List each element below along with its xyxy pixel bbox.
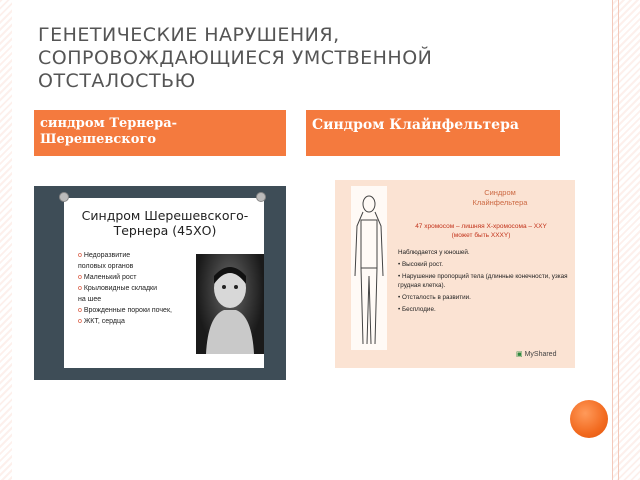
- border-line: [612, 0, 613, 480]
- list-item: o Недоразвитие: [78, 252, 131, 259]
- figure-panel: [351, 186, 387, 350]
- list-item: o Маленький рост: [78, 274, 137, 281]
- list-item: o Врожденные пороки почек,: [78, 307, 172, 314]
- turner-symptom-list: [78, 250, 193, 327]
- myshared-watermark: ▣ MyShared: [516, 351, 557, 358]
- list-item: o Крыловидные складки: [78, 285, 158, 292]
- left-section-header: синдром Тернера-Шерешевского: [34, 110, 286, 156]
- klinefelter-card-title: Синдром Клайнфельтера: [472, 188, 528, 207]
- list-intro: Наблюдается у юношей.: [398, 249, 470, 256]
- list-item: • Высокий рост.: [398, 261, 444, 268]
- patient-photo: [196, 254, 264, 354]
- list-item: • Нарушение пропорций тела (длинные конечности, узкая грудная клетка).: [398, 273, 568, 289]
- male-figure-icon: [351, 186, 387, 350]
- pin-icon: [256, 192, 266, 202]
- list-item: • Отсталость в развитии.: [398, 294, 471, 301]
- chromosome-note: 47 хромосом – лишняя Х-хромосома – XXY (может быть XXXY): [415, 223, 547, 239]
- klinefelter-symptom-list: [398, 248, 570, 317]
- border-line: [618, 0, 619, 480]
- right-section-header: Синдром Клайнфельтера: [306, 110, 560, 156]
- list-item: o ЖКТ, сердца: [78, 318, 125, 325]
- patient-photo-figure: [196, 254, 264, 354]
- list-item: • Бесплодие.: [398, 306, 436, 313]
- slide-title: ГЕНЕТИЧЕСКИЕ НАРУШЕНИЯ, СОПРОВОЖДАЮЩИЕСЯ УМСТВЕННОЙ ОТСТАЛОСТЬЮ: [38, 24, 433, 92]
- list-item: на шее: [78, 296, 102, 303]
- list-item: половых органов: [78, 263, 134, 270]
- myshared-icon: ▣: [516, 351, 525, 358]
- orange-circle-decoration: [570, 400, 608, 438]
- turner-card-title: Синдром Шерешевского-Тернера (45ХО): [81, 208, 249, 238]
- pin-icon: [59, 192, 69, 202]
